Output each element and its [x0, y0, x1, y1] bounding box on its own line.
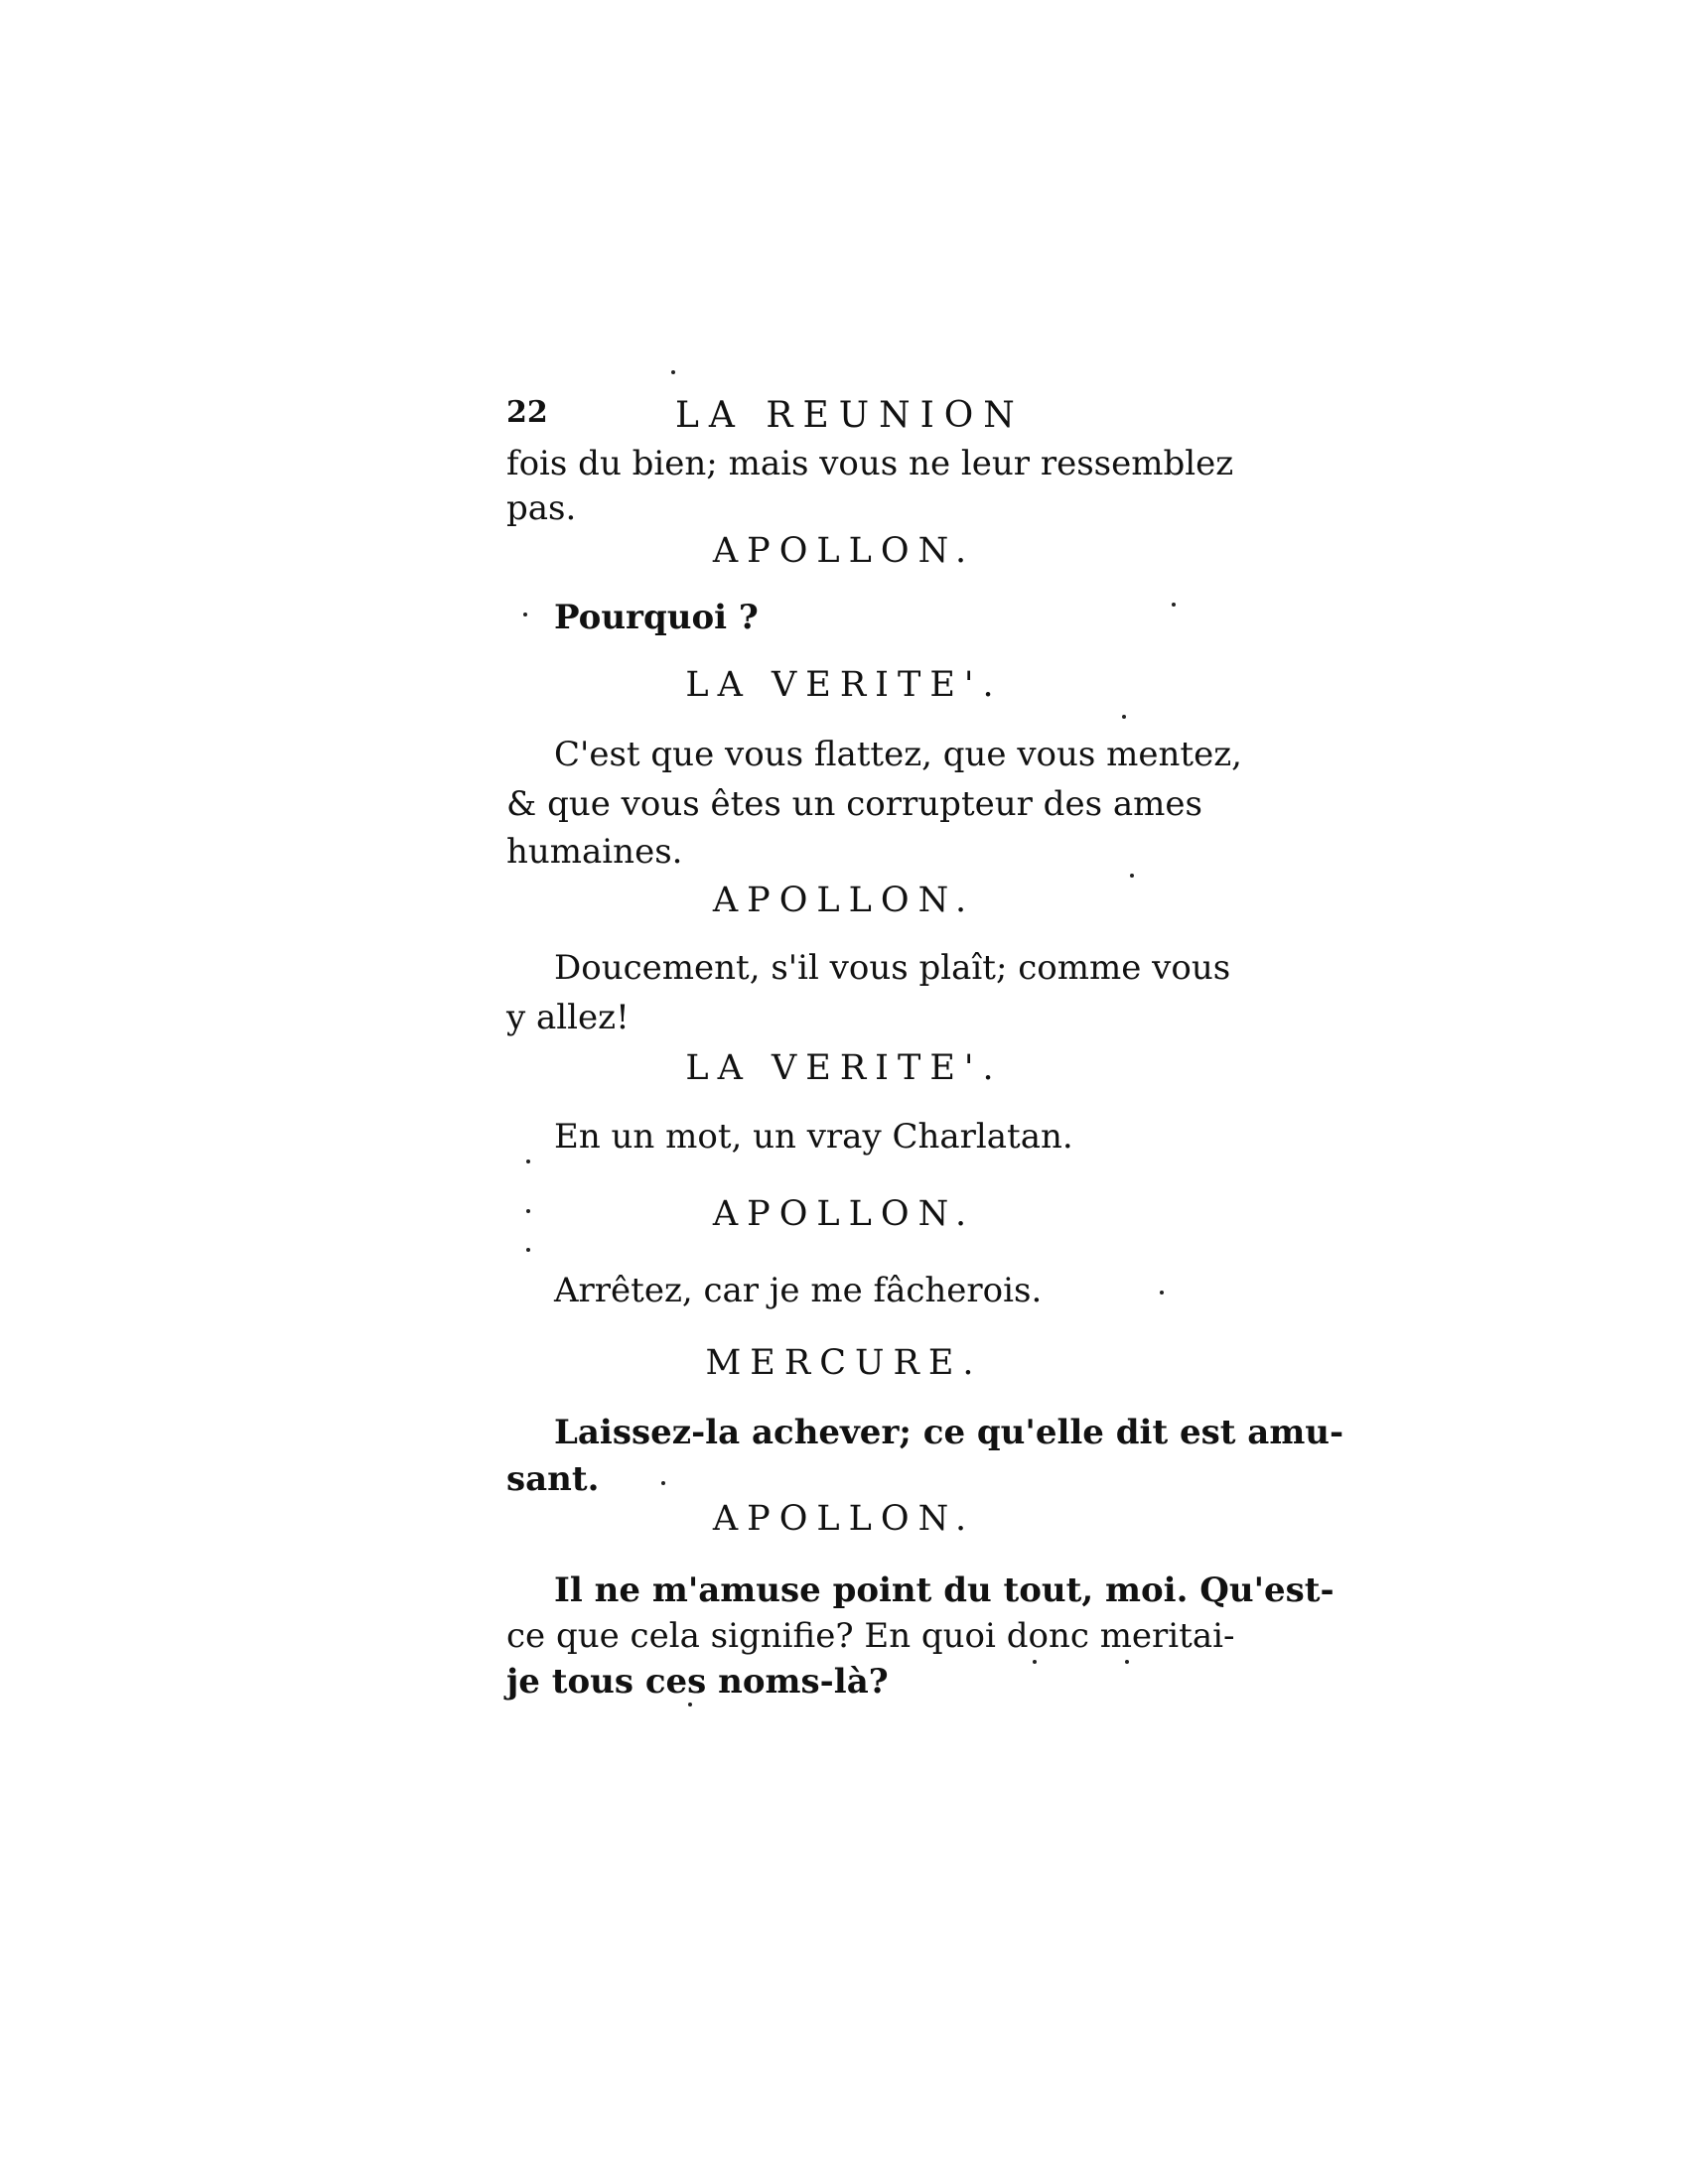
ink-speck	[688, 1703, 692, 1706]
ink-speck	[526, 1160, 530, 1163]
ink-speck	[661, 1481, 665, 1485]
text-line: Arrêtez, car je me fâcherois.	[554, 1271, 1043, 1310]
speaker-name: LA VERITE'.	[685, 665, 1003, 705]
speaker-name: APOLLON.	[712, 1194, 976, 1234]
ink-speck	[526, 1209, 530, 1213]
ink-speck	[1033, 1660, 1037, 1664]
text-line: ce que cela signifie? En quoi donc meritai-	[506, 1616, 1235, 1656]
text-line: Doucement, s'il vous plaît; comme vous	[554, 948, 1231, 988]
text-line: & que vous êtes un corrupteur des ames	[506, 784, 1202, 824]
text-line: pas.	[506, 488, 577, 528]
text-line: Il ne m'amuse point du tout, moi. Qu'est-	[554, 1570, 1335, 1610]
text-line: Pourquoi ?	[554, 598, 759, 637]
text-line: sant.	[506, 1459, 600, 1499]
ink-speck	[1130, 874, 1134, 878]
running-title: LA REUNION	[675, 395, 1025, 436]
text-line: C'est que vous flattez, que vous mentez,	[554, 735, 1242, 774]
ink-speck	[1122, 715, 1126, 719]
text-line: Laissez-la achever; ce qu'elle dit est amu-	[554, 1413, 1344, 1452]
text-line: y allez!	[506, 998, 630, 1037]
page-number: 22	[506, 395, 548, 430]
dialogue-text	[506, 0, 1344, 2184]
text-line: En un mot, un vray Charlatan.	[554, 1117, 1073, 1157]
text-line: je tous ces noms-là?	[506, 1662, 889, 1702]
speaker-name: APOLLON.	[712, 881, 976, 920]
ink-speck	[526, 1248, 530, 1252]
ink-speck	[1125, 1660, 1129, 1664]
ink-speck	[671, 370, 675, 374]
speaker-name: APOLLON.	[712, 531, 976, 571]
ink-speck	[523, 613, 527, 616]
speaker-name: MERCURE.	[705, 1343, 983, 1383]
ink-speck	[1172, 603, 1176, 607]
speaker-name: APOLLON.	[712, 1499, 976, 1539]
ink-speck	[1160, 1291, 1164, 1295]
text-line: humaines.	[506, 832, 683, 872]
text-line: fois du bien; mais vous ne leur ressemblez	[506, 444, 1234, 483]
speaker-name: LA VERITE'.	[685, 1048, 1003, 1088]
